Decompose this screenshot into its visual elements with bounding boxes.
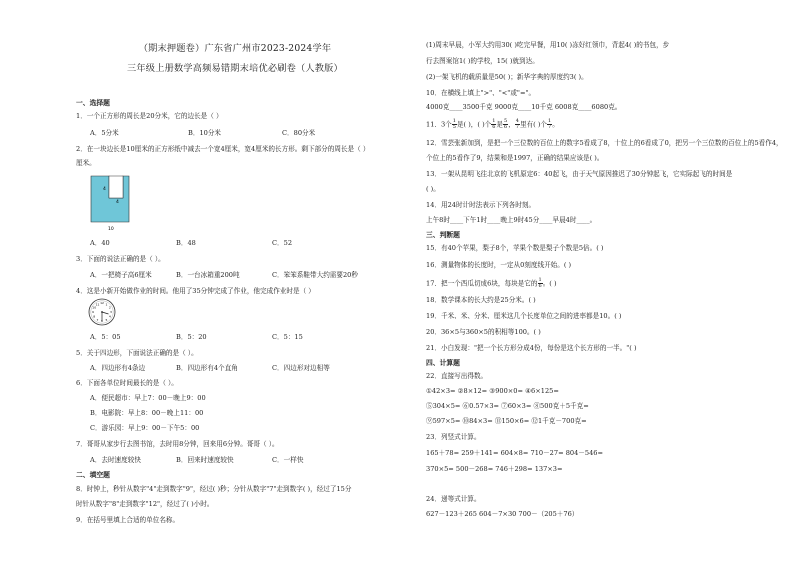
option: A．5：05 bbox=[90, 333, 121, 341]
question-24: 24．递等式计算。 bbox=[426, 495, 481, 503]
question-18: 18．数学课本的长大约是25分米。( ) bbox=[426, 296, 536, 304]
option: C．四边形对边相等 bbox=[272, 364, 330, 372]
option: C．5：15 bbox=[272, 333, 303, 341]
option: B．10分米 bbox=[188, 129, 222, 137]
question-2: 2．在一块边长是10厘米的正方形纸中减去一个宽4厘米，宽4厘米的长方形。剩下部分的周长是（ ） bbox=[76, 145, 370, 153]
question-6: 6．下面各单位时间最长的是（ ）。 bbox=[76, 379, 178, 387]
question-22-row-3: ⑨597×5= ⑩84×3= ⑪150×6= ⑫1千克－700克= bbox=[426, 417, 587, 425]
q11-text: 。 bbox=[552, 120, 559, 129]
figure-cutout bbox=[109, 176, 123, 198]
question-6-option-c: C．游乐园：早上9：00－下午5：00 bbox=[90, 424, 200, 432]
clock-numeral: 9 bbox=[92, 310, 94, 315]
question-10: 10．在横线上填上">"、"<"或"="。 bbox=[426, 89, 536, 97]
square-cutout-figure bbox=[89, 172, 133, 232]
option: B．48 bbox=[176, 239, 196, 247]
q11-text: 是 bbox=[496, 120, 504, 129]
clock-numeral: 4 bbox=[108, 314, 111, 319]
title-line-2: 三年级上册数学高频易错期末培优必刷卷（人教版） bbox=[127, 63, 343, 74]
section-judge: 三、判断题 bbox=[426, 231, 460, 239]
question-16: 16．测量物体的长度时，一定从0刻度线开始。( ) bbox=[426, 261, 572, 269]
question-21: 21．小白发现："把一个长方形分成4份，每份是这个长方形的一半。"( ) bbox=[426, 344, 637, 352]
question-9: 9．在括号里填上合适的单位名称。 bbox=[76, 516, 180, 524]
clock-numeral: 11 bbox=[95, 302, 100, 307]
question-8: 8．时钟上，秒针从数字"4"走到数字"9"，经过( )秒；分针从数字"7"走到数字( )，经过了15分 bbox=[76, 485, 352, 493]
option: C．52 bbox=[272, 239, 293, 247]
q11-text: 里有( )个 bbox=[519, 120, 548, 129]
section-choice: 一、选择题 bbox=[76, 99, 110, 107]
fraction-num: 5 bbox=[504, 118, 508, 124]
question-23-row-1: 165＋78= 259＋141= 604×8= 710－27= 804－546= bbox=[426, 449, 603, 457]
question-7: 7．哥哥从家步行去图书馆，去时用8分钟，回来用6分钟。哥哥（ ）。 bbox=[76, 440, 279, 448]
question-12-cont: 个位上的5看作了9，结果和是1997，正确的结果应该是( )。 bbox=[426, 154, 604, 162]
question-8-cont: 时针从数字"8"走到数字"12"，经过了( )小时。 bbox=[76, 500, 214, 508]
question-20: 20．36×5与360×5的积相等100。( ) bbox=[426, 328, 541, 336]
question-9-1: (1)周末早晨，小军大约用30( )吃完早餐，用10( )冻好红领巾，背起4( )的书包，步 bbox=[426, 41, 670, 49]
option: A．一把椅子高6厘米 bbox=[90, 271, 152, 279]
question-23-row-2: 370×5= 500－268= 746＋298= 137×3= bbox=[426, 465, 563, 473]
q17-text: 17．把一个西瓜切成6块，每块是它的 bbox=[426, 279, 538, 288]
question-6-option-a: A．便民超市：早上7：00－晚上9：00 bbox=[90, 394, 206, 402]
clock-numeral: 3 bbox=[110, 310, 112, 315]
question-11 bbox=[426, 119, 559, 130]
fraction-num: 1 bbox=[548, 118, 552, 124]
question-6-option-b: B．电影院：早上8：00－晚上11：00 bbox=[90, 409, 204, 417]
question-1: 1．一个正方形的周长是20分米，它的边长是（ ） bbox=[76, 112, 223, 120]
fraction-den: 7 bbox=[515, 124, 519, 130]
question-14: 14．用24时计时法表示下列各时刻。 bbox=[426, 201, 536, 209]
clock-numeral: 12 bbox=[100, 301, 104, 306]
figure-label-bottom: 10 bbox=[108, 227, 114, 232]
fraction-num: 1 bbox=[538, 277, 542, 283]
question-2-cont: 厘米。 bbox=[76, 159, 96, 167]
option: C．笨笨系鞋带大约需要20秒 bbox=[272, 271, 358, 279]
clock-numeral: 6 bbox=[101, 319, 103, 324]
question-5: 5．关于四边形，下面说法正确的是（ ）。 bbox=[76, 349, 198, 357]
option: B．5：20 bbox=[176, 333, 207, 341]
question-22-row-1: ①42×3= ②8×12= ③900×0= ④6×125= bbox=[426, 387, 559, 395]
figure-label-side: 4 bbox=[103, 187, 106, 192]
option: C．一样快 bbox=[272, 456, 304, 464]
question-9-1-cont: 行去图案馆1( )的学校，15( )就到达。 bbox=[426, 57, 539, 65]
option: A．40 bbox=[90, 239, 110, 247]
fraction-num: 1 bbox=[492, 118, 496, 124]
fraction-den: 5 bbox=[452, 124, 456, 130]
question-19: 19．千米、米、分米、厘米这几个长度单位之间的进率都是10。( ) bbox=[426, 312, 622, 320]
question-13-cont: ( )。 bbox=[426, 185, 440, 193]
fraction-den: 7 bbox=[548, 124, 552, 130]
question-3: 3．下面的说法正确的是（ ）。 bbox=[76, 255, 165, 263]
question-13: 13．一架从昆明飞往北京的飞机原定6：40起飞，由于天气原因推迟了30分钟起飞，它实际起飞的时间是 bbox=[426, 170, 733, 178]
fraction-den: 6 bbox=[492, 124, 496, 130]
clock-numeral: 1 bbox=[105, 302, 108, 307]
clock-numeral: 2 bbox=[108, 305, 111, 310]
q17-text: 。( ) bbox=[542, 279, 557, 288]
fraction-num: 4 bbox=[515, 118, 519, 124]
question-12: 12．雪芸张新加到，是把一个三位数的百位上的数字5看成了8，十位上的6看成了0，把另一个三位数的百位上的5看作4， bbox=[426, 139, 783, 147]
question-4: 4．这是小新开始做作业的时间。他用了35分钟完成了作业，他完成作业时是（ ） bbox=[76, 287, 315, 295]
question-22-row-2: ⑤304×5= ⑥0.57×3= ⑦60×3= ⑧500克＋5千克= bbox=[426, 402, 589, 410]
question-23: 23．列竖式计算。 bbox=[426, 433, 481, 441]
clock-numeral: 5 bbox=[105, 317, 108, 322]
fraction-num: 1 bbox=[452, 118, 456, 124]
option: A．5分米 bbox=[90, 129, 119, 137]
section-calc: 四、计算题 bbox=[426, 359, 460, 367]
option: B．一台冰箱重200吨 bbox=[176, 271, 240, 279]
question-10-items: 4000克____3500千克 9000克____10千克 6008克____6080克。 bbox=[426, 103, 622, 111]
question-15: 15．有40个苹果，梨子8个，苹果个数是梨子个数是5倍。( ) bbox=[426, 244, 604, 252]
clock-numeral: 8 bbox=[93, 314, 96, 319]
clock-numeral: 7 bbox=[96, 317, 99, 322]
question-22: 22．直接写出得数。 bbox=[426, 372, 488, 380]
question-9-2: (2)一架飞机的载质量是50( )；新华字典的厚度约3( )。 bbox=[426, 73, 588, 81]
clock-center bbox=[101, 311, 103, 313]
question-17 bbox=[426, 278, 557, 289]
clock-figure bbox=[88, 298, 116, 326]
option: A．四边形有4条边 bbox=[90, 364, 146, 372]
figure-label-mid: 4 bbox=[116, 200, 119, 205]
option: B．四边形有4个直角 bbox=[176, 364, 238, 372]
clock-numeral: 10 bbox=[92, 305, 97, 310]
title-line-1: （期末押题卷）广东省广州市2023-2024学年 bbox=[138, 43, 332, 54]
q11-text: 11．3个 bbox=[426, 120, 452, 129]
q11-text: 是( )，( )个 bbox=[456, 120, 492, 129]
option: B．回来时速度较快 bbox=[176, 456, 234, 464]
q11-text: ， bbox=[508, 120, 515, 129]
question-24-row-1: 627－123＋265 604－7×30 700－（205＋76） bbox=[426, 510, 579, 518]
option: A．去时速度较快 bbox=[90, 456, 141, 464]
section-fill: 二、填空题 bbox=[76, 471, 110, 479]
fraction-den: 6 bbox=[504, 124, 508, 130]
option: C．80分米 bbox=[282, 129, 316, 137]
fraction-den: 6 bbox=[538, 283, 542, 289]
question-14-items: 上午8时____下午1时____晚上9时45分____早晨4时____。 bbox=[426, 216, 597, 224]
